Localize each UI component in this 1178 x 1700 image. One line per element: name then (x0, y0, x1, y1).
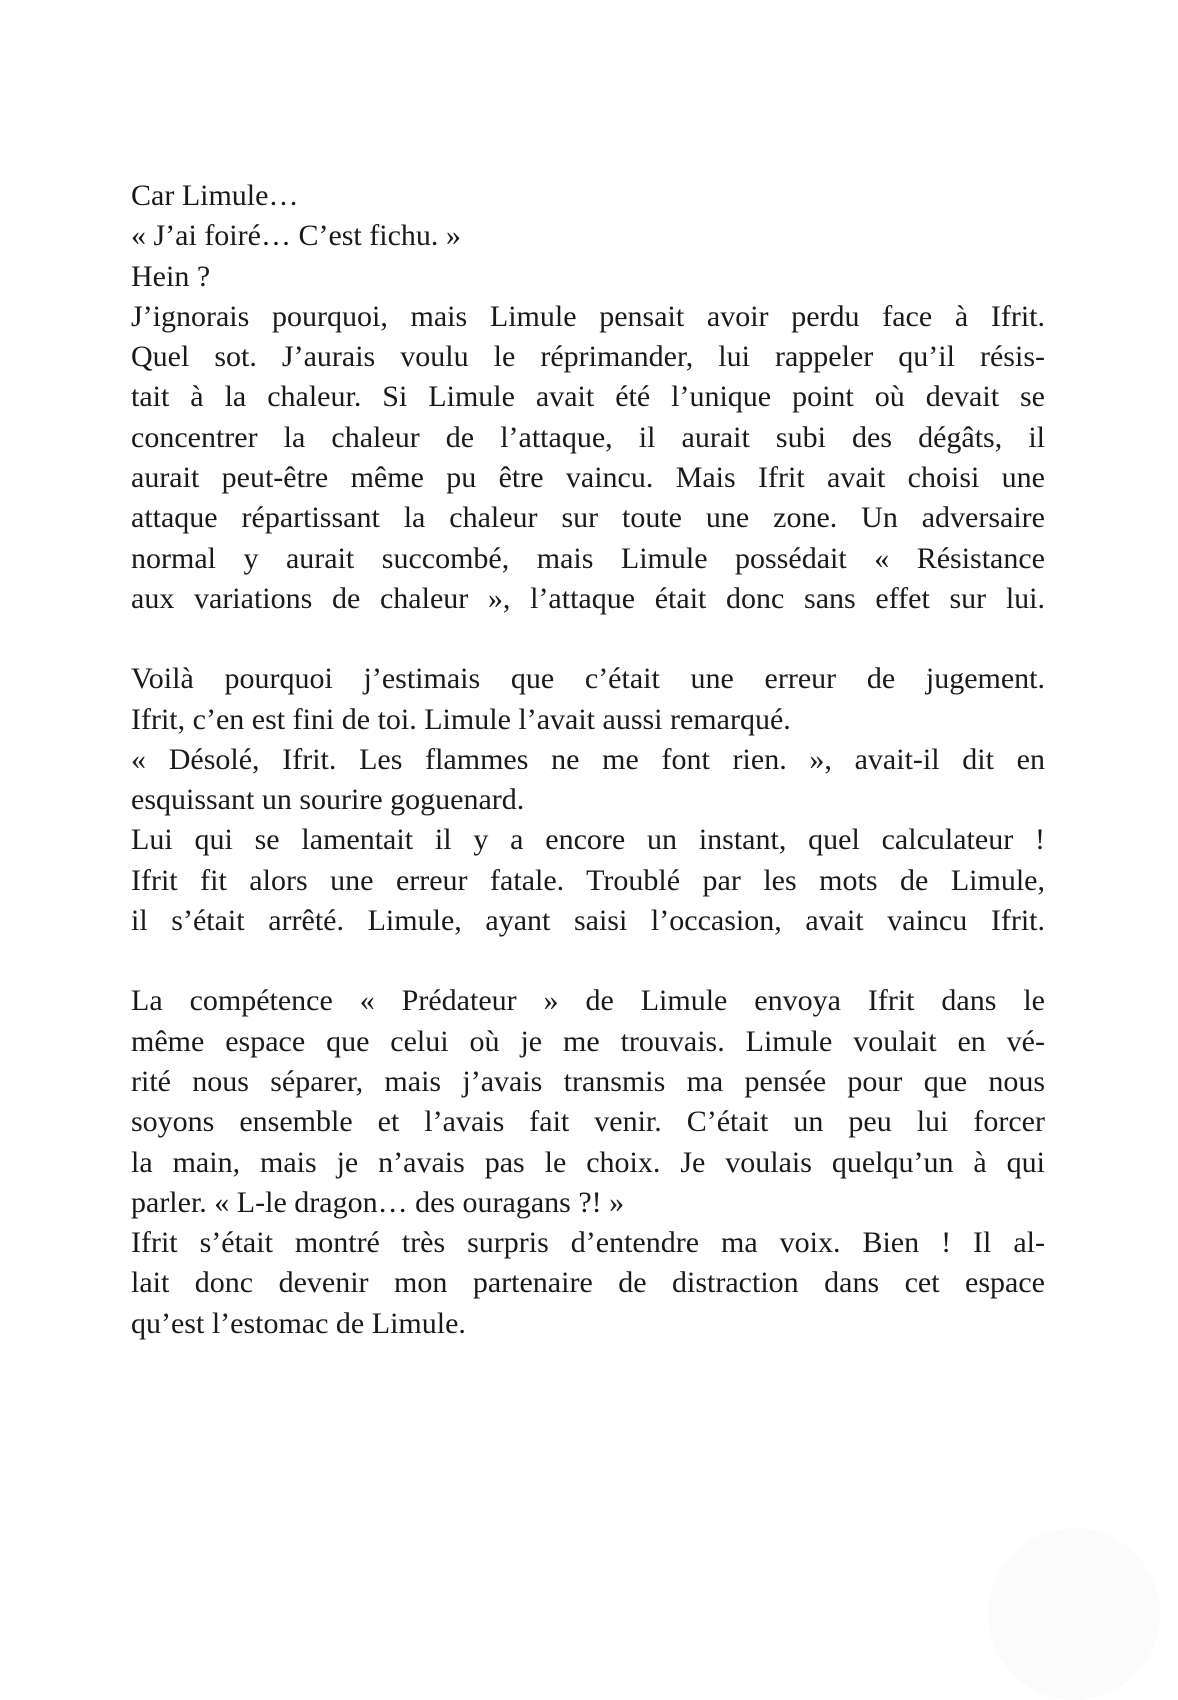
text-line: Ifrit s’était montré très surpris d’entendre ma voix. Bien ! Il al- (131, 1226, 1045, 1260)
text-line: J’ignorais pourquoi, mais Limule pensait avoir perdu face à Ifrit. (131, 299, 1045, 333)
paragraph-2 (131, 659, 1045, 941)
text-line: il s’était arrêté. Limule, ayant saisi l’occasion, avait vaincu Ifrit. (131, 904, 1045, 938)
text-line: concentrer la chaleur de l’attaque, il aurait subi des dégâts, il (131, 420, 1045, 454)
text-line: « Désolé, Ifrit. Les flammes ne me font rien. », avait-il dit en (131, 742, 1045, 776)
text-line: la main, mais je n’avais pas le choix. Je voulais quelqu’un à qui (131, 1145, 1045, 1179)
text-line: normal y aurait succombé, mais Limule possédait « Résistance (131, 541, 1045, 575)
text-line: La compétence « Prédateur » de Limule envoya Ifrit dans le (131, 984, 1045, 1018)
text-line: lait donc devenir mon partenaire de distraction dans cet espace (131, 1266, 1045, 1300)
text-line: Ifrit, c’en est fini de toi. Limule l’avait aussi remarqué. (131, 702, 791, 736)
paragraph-3 (131, 981, 1045, 1344)
text-line: rité nous séparer, mais j’avais transmis ma pensée pour que nous (131, 1064, 1045, 1098)
text-line: qu’est l’estomac de Limule. (131, 1306, 466, 1340)
text-line: parler. « L-le dragon… des ouragans ?! » (131, 1185, 625, 1219)
text-line: aurait peut-être même pu être vaincu. Mais Ifrit avait choisi une (131, 461, 1045, 495)
text-line: Quel sot. J’aurais voulu le réprimander, lui rappeler qu’il résis- (131, 340, 1045, 374)
text-line: tait à la chaleur. Si Limule avait été l’unique point où devait se (131, 380, 1045, 414)
text-line: Lui qui se lamentait il y a encore un instant, quel calculateur ! (131, 823, 1045, 857)
text-line: Hein ? (131, 259, 211, 293)
text-line: même espace que celui où je me trouvais. Limule voulait en vé- (131, 1024, 1045, 1058)
text-line: « J’ai foiré… C’est fichu. » (131, 219, 461, 253)
text-line: soyons ensemble et l’avais fait venir. C’était un peu lui forcer (131, 1105, 1045, 1139)
text-line: Car Limule… (131, 179, 299, 212)
text-line: aux variations de chaleur », l’attaque était donc sans effet sur lui. (131, 581, 1045, 615)
page-text (131, 176, 1045, 1344)
text-line: esquissant un sourire goguenard. (131, 783, 525, 817)
text-line: Voilà pourquoi j’estimais que c’était une erreur de jugement. (131, 662, 1045, 696)
text-line: Ifrit fit alors une erreur fatale. Troublé par les mots de Limule, (131, 863, 1045, 897)
text-line: attaque répartissant la chaleur sur toute une zone. Un adversaire (131, 501, 1045, 535)
page-corner-circle (988, 1528, 1160, 1700)
paragraph-1 (131, 176, 1045, 619)
